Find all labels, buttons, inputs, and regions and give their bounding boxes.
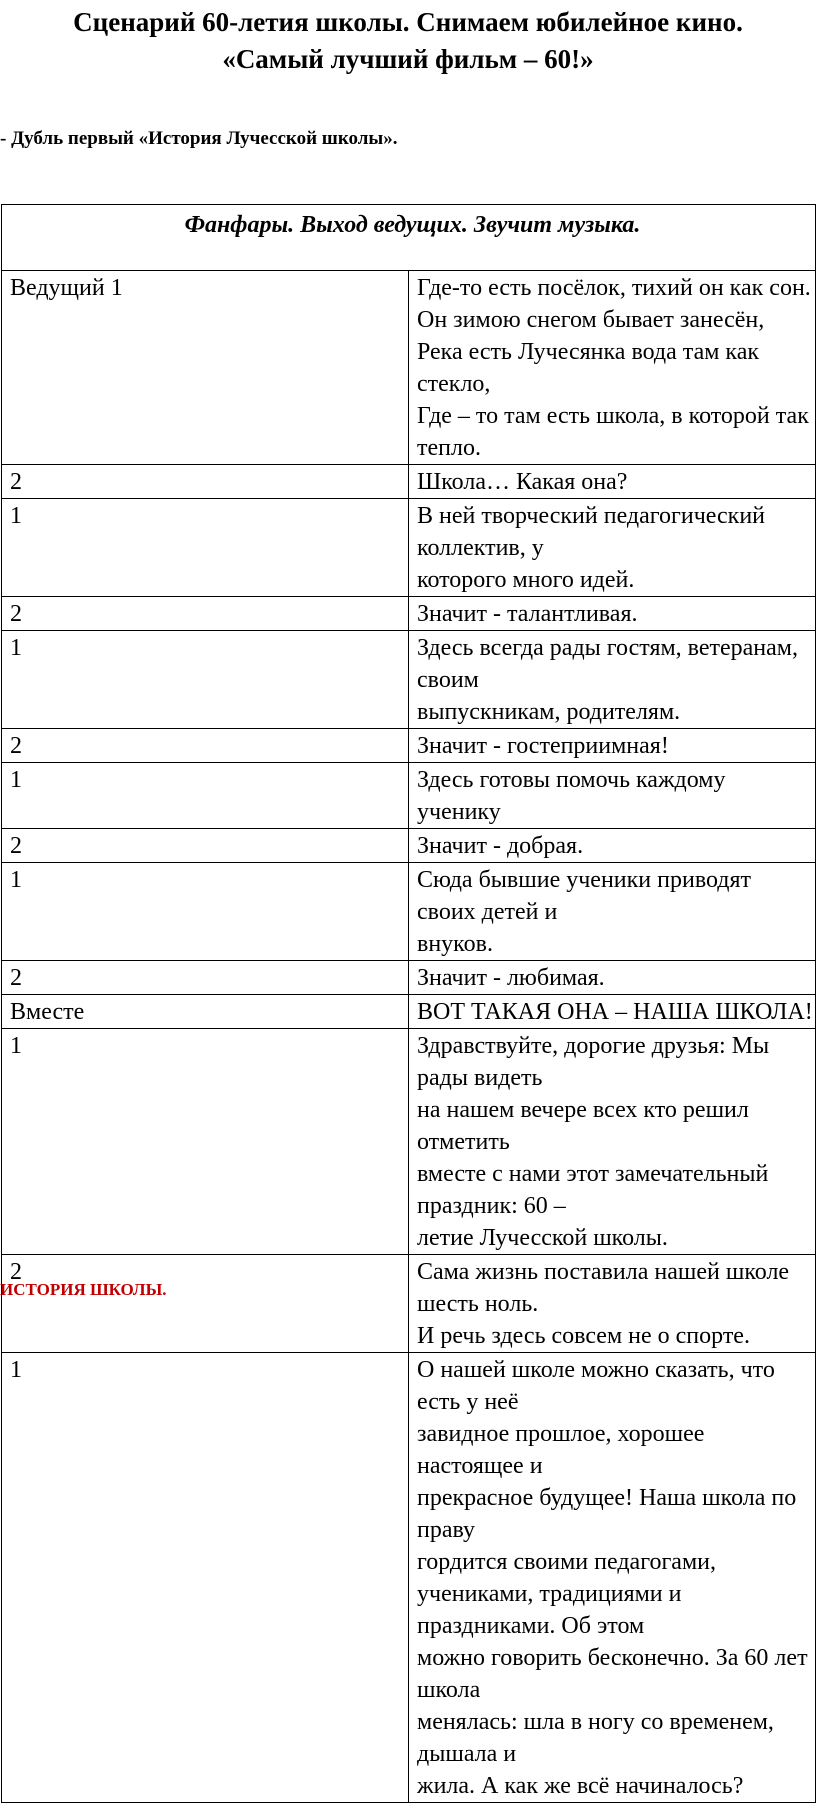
script-header-cell: Фанфары. Выход ведущих. Звучит музыка. <box>2 205 816 271</box>
page-title-line-1: Сценарий 60-летия школы. Снимаем юбилейное кино. <box>73 7 743 37</box>
script-row <box>2 961 816 995</box>
speaker-cell: 1 <box>2 1353 409 1803</box>
dialogue-cell <box>409 1255 816 1353</box>
dialogue-cell <box>409 729 816 763</box>
speaker-cell: 2 <box>2 597 409 631</box>
speaker-cell: 2 <box>2 1255 409 1353</box>
dialogue-line: Значит - любимая. <box>417 965 605 991</box>
dialogue-line: жила. А как же всё начиналось? <box>417 1773 744 1799</box>
dialogue-line: Школа… Какая она? <box>417 469 628 495</box>
speaker-cell: 1 <box>2 1029 409 1255</box>
dialogue-cell <box>409 499 816 597</box>
script-row <box>2 729 816 763</box>
script-row <box>2 1029 816 1255</box>
dialogue-line: Здесь готовы помочь каждому ученику <box>417 767 726 825</box>
dialogue-line: внуков. <box>417 931 493 957</box>
dialogue-cell <box>409 995 816 1029</box>
dialogue-line: Где – то там есть школа, в которой так тепло. <box>417 403 809 461</box>
script-row <box>2 995 816 1029</box>
speaker-cell: 1 <box>2 631 409 729</box>
speaker-cell: 2 <box>2 465 409 499</box>
dialogue-line: завидное прошлое, хорошее настоящее и <box>417 1421 705 1479</box>
dialogue-line: Сама жизнь поставила нашей школе шесть ноль. <box>417 1259 790 1317</box>
dialogue-line: вместе с нами этот замечательный праздник: 60 – <box>417 1161 769 1219</box>
dialogue-line: прекрасное будущее! Наша школа по праву <box>417 1485 797 1543</box>
dialogue-cell <box>409 863 816 961</box>
dialogue-cell <box>409 465 816 499</box>
dialogue-line: на нашем вечере всех кто решил отметить <box>417 1097 749 1155</box>
dialogue-line: Значит - гостеприимная! <box>417 733 669 759</box>
page-title <box>0 4 816 78</box>
script-row <box>2 499 816 597</box>
dialogue-line: О нашей школе можно сказать, что есть у неё <box>417 1357 775 1415</box>
dialogue-line: Сюда бывшие ученики приводят своих детей и <box>417 867 752 925</box>
script-header-row <box>2 205 816 271</box>
dialogue-cell <box>409 961 816 995</box>
history-heading: ИСТОРИЯ ШКОЛЫ. <box>0 1280 167 1299</box>
dialogue-line: Здравствуйте, дорогие друзья: Мы рады видеть <box>417 1033 770 1091</box>
section-subtitle: - Дубль первый «История Лучесской школы». <box>0 128 398 149</box>
dialogue-line: гордится своими педагогами, <box>417 1549 716 1575</box>
dialogue-line: выпускникам, родителям. <box>417 699 681 725</box>
speaker-cell: Вместе <box>2 995 409 1029</box>
dialogue-cell <box>409 597 816 631</box>
speaker-cell: 2 <box>2 829 409 863</box>
script-row <box>2 863 816 961</box>
dialogue-cell <box>409 763 816 829</box>
dialogue-cell <box>409 271 816 465</box>
script-row <box>2 1255 816 1353</box>
dialogue-line: Река есть Лучесянка вода там как стекло, <box>417 339 760 397</box>
script-table <box>1 204 816 1803</box>
dialogue-cell <box>409 829 816 863</box>
speaker-cell: 1 <box>2 499 409 597</box>
dialogue-cell <box>409 631 816 729</box>
dialogue-line: которого много идей. <box>417 567 635 593</box>
dialogue-line: менялась: шла в ногу со временем, дышала и <box>417 1709 774 1767</box>
dialogue-line: Где-то есть посёлок, тихий он как сон. <box>417 275 811 301</box>
script-row <box>2 829 816 863</box>
dialogue-line: Здесь всегда рады гостям, ветеранам, своим <box>417 635 798 693</box>
speaker-cell: Ведущий 1 <box>2 271 409 465</box>
script-row <box>2 465 816 499</box>
speaker-cell: 2 <box>2 729 409 763</box>
script-table-body <box>2 205 816 1803</box>
page-title-line-2: «Самый лучший фильм – 60!» <box>222 44 594 74</box>
dialogue-cell <box>409 1353 816 1803</box>
dialogue-line: летие Лучесской школы. <box>417 1225 668 1251</box>
speaker-cell: 2 <box>2 961 409 995</box>
speaker-cell: 1 <box>2 863 409 961</box>
dialogue-line: И речь здесь совсем не о спорте. <box>417 1323 750 1349</box>
speaker-cell: 1 <box>2 763 409 829</box>
dialogue-line: ВОТ ТАКАЯ ОНА – НАША ШКОЛА! <box>417 999 813 1025</box>
dialogue-cell <box>409 1029 816 1255</box>
script-row <box>2 631 816 729</box>
script-row <box>2 763 816 829</box>
script-row <box>2 597 816 631</box>
dialogue-line: учениками, традициями и праздниками. Об этом <box>417 1581 682 1639</box>
dialogue-line: Значит - талантливая. <box>417 601 638 627</box>
script-row <box>2 271 816 465</box>
dialogue-line: Он зимою снегом бывает занесён, <box>417 307 765 333</box>
dialogue-line: В ней творческий педагогический коллектив, у <box>417 503 766 561</box>
dialogue-line: Значит - добрая. <box>417 833 584 859</box>
dialogue-line: можно говорить бесконечно. За 60 лет школа <box>417 1645 808 1703</box>
script-row <box>2 1353 816 1803</box>
